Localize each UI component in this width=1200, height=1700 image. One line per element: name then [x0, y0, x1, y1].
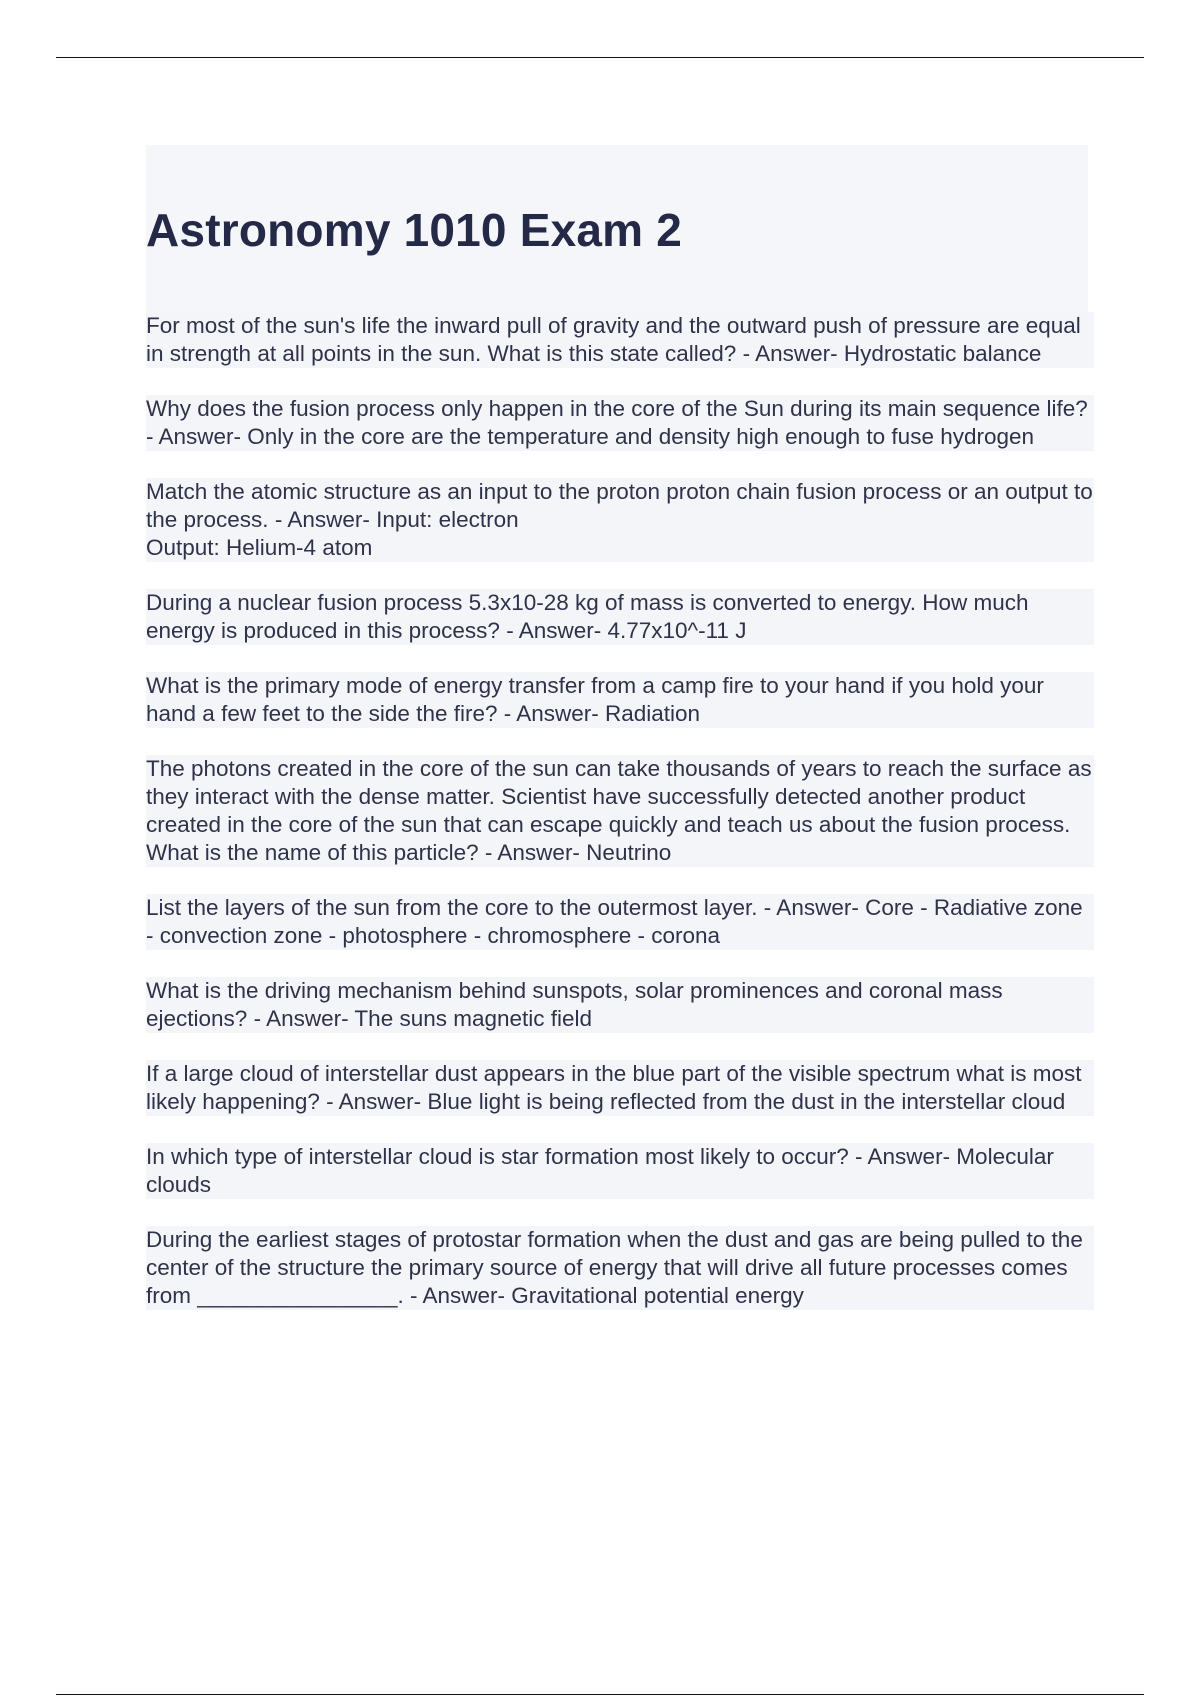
- qa-text: For most of the sun's life the inward pull of gravity and the outward push of pressure are equal in strength at all points in the sun. What is this state called? - Answer- Hydrostatic balance: [146, 313, 1081, 366]
- qa-text: Match the atomic structure as an input to the proton proton chain fusion process or an output to the process. - Answer- Input: electron: [146, 479, 1093, 532]
- qa-item: [146, 1060, 1094, 1116]
- qa-text-line2: What is the name of this particle? - Answer- Neutrino: [146, 840, 672, 865]
- qa-text: What is the primary mode of energy transfer from a camp fire to your hand if you hold your hand a few feet to the side the fire? - Answer- Radiation: [146, 673, 1044, 726]
- qa-item: [146, 478, 1094, 562]
- footer-rule: [56, 1694, 1144, 1695]
- qa-list: [146, 312, 1094, 1337]
- qa-item: [146, 1143, 1094, 1199]
- page-title: Astronomy 1010 Exam 2: [146, 204, 683, 256]
- qa-item: [146, 755, 1094, 867]
- qa-text: During the earliest stages of protostar formation when the dust and gas are being pulled to the center of the structure the primary source of energy that will drive all future processes comes from ________________. - Answer- Gravitational potential energy: [146, 1227, 1083, 1308]
- qa-item: [146, 395, 1094, 451]
- qa-text: List the layers of the sun from the core to the outermost layer. - Answer- Core - Radiative zone - convection zone - photosphere - chromosphere - corona: [146, 895, 1083, 948]
- header-rule: [56, 57, 1144, 58]
- qa-text: During a nuclear fusion process 5.3x10-28 kg of mass is converted to energy. How much energy is produced in this process? - Answer- 4.77x10^-11 J: [146, 590, 1029, 643]
- qa-item: [146, 312, 1094, 368]
- qa-item: [146, 672, 1094, 728]
- qa-item: [146, 977, 1094, 1033]
- qa-text: If a large cloud of interstellar dust appears in the blue part of the visible spectrum what is most likely happening? - Answer- Blue light is being reflected from the dust in the interstellar cloud: [146, 1061, 1082, 1114]
- qa-item: [146, 894, 1094, 950]
- qa-text: What is the driving mechanism behind sunspots, solar prominences and coronal mass ejections? - Answer- The suns magnetic field: [146, 978, 1003, 1031]
- qa-text: In which type of interstellar cloud is star formation most likely to occur? - Answer- Molecular clouds: [146, 1144, 1054, 1197]
- qa-item: [146, 589, 1094, 645]
- qa-text-line2: Output: Helium-4 atom: [146, 535, 373, 560]
- qa-item: [146, 1226, 1094, 1310]
- qa-text: The photons created in the core of the sun can take thousands of years to reach the surface as they interact with the dense matter. Scientist have successfully detected another product created in the core of the sun that can escape quickly and teach us about the fusion process.: [146, 756, 1092, 837]
- qa-text: Why does the fusion process only happen in the core of the Sun during its main sequence life? - Answer- Only in the core are the temperature and density high enough to fuse hydrogen: [146, 396, 1088, 449]
